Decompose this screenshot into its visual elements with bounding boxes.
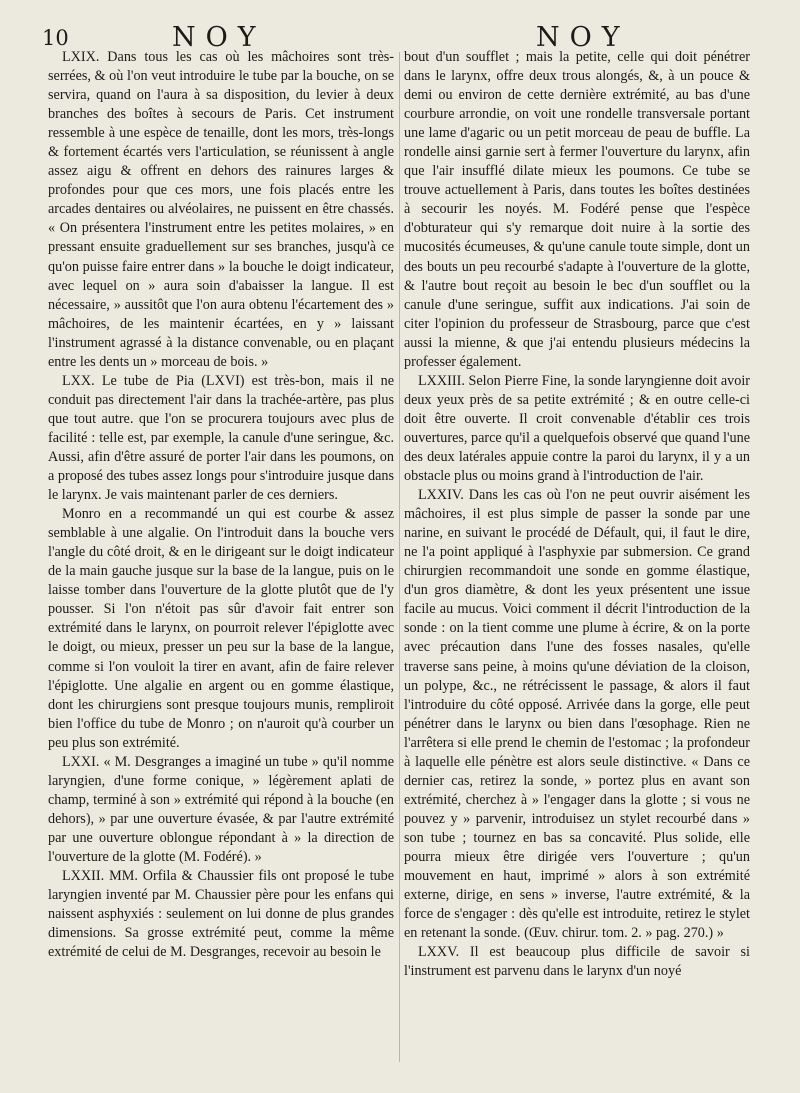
running-head-right: NOY (536, 22, 630, 53)
paragraph-lxx: LXX. Le tube de Pia (LXVI) est très-bon, mais il ne conduit pas directement l'air dans la trachée-artère, pas plus que tout autre. que l'on se procurera toujours avec plus de facilité : telle est, par exemple, la canule d'une seringue, &c. Aussi, afin d'être assuré de porter l'air dans les poumons, on a proposé des tubes assez longs pour s'introduire jusque dans le larynx. Je vais maintenant parler de ces derniers. (48, 372, 394, 504)
paragraph-monro: Monro en a recommandé un qui est courbe & assez semblable à une algalie. On l'introduit dans la bouche vers l'angle du côté droit, & en le dirigeant sur le doigt indicateur de la main gauche jusque sur la base de la langue, puis on le laisse tomber dans l'ouverture de la glotte plutôt que de l'y pousser. Si l'on n'étoit pas sûr d'avoir fait entrer son extrémité dans le larynx, on pourroit relever l'épiglotte avec le doigt, ou mieux, presser un peu sur la base de la langue, comme si l'on vouloit la tirer en avant, afin de faire relever l'épiglotte. Une algalie en argent ou en gomme élastique, dont les chirurgiens sont presque toujours munis, rempliroit bien l'office du tube de Monro ; on n'auroit qu'à courber un peu plus son extrémité. (48, 506, 394, 751)
running-head-left: NOY (172, 22, 266, 53)
paragraph-lxxi: LXXI. « M. Desgranges a imaginé un tube » qu'il nomme laryngien, d'une forme conique, » légèrement aplati de champ, terminé à son » extrémité qui répond à la bouche (en dehors), » par une ouverture évasée, & par l'autre extrémité par une ouverture oblongue répondant à » la direction de l'ouverture de la glotte (M. Fodéré). » (48, 753, 394, 865)
page-number: 10 (42, 26, 69, 50)
paragraph-lxix: LXIX. Dans tous les cas où les mâchoires sont très-serrées, & où l'on veut introduire le tube par la bouche, on se servira, quand on l'aura à sa disposition, du levier à deux branches des boîtes à secours de Paris. Cet instrument ressemble à une espèce de tenaille, dont les mors, très-longs & fortement écartés vers l'articulation, se réunissent à angle assez aigu & offrent en dehors des rainures larges & profondes pour que ces mors, une fois placés entre les arcades dentaires ou alvéolaires, ne puissent en être chassés. « On présentera l'instrument entre les petites molaires, » en pressant ensuite graduellement sur ses branches, jusqu'à ce qu'on puisse faire entrer dans » la bouche le doigt indicateur, avec lequel on » aura soin d'abaisser la langue. Il est nécessaire, » aussitôt que l'on aura obtenu l'écartement des » mâchoires, de les maintenir écartées, en y » laissant l'instrument agrassé à la distance convenable, ou en plaçant entre les dents un » morceau de bois. » (48, 49, 394, 370)
paragraph-lxxv: LXXV. Il est beaucoup plus difficile de savoir si l'instrument est parvenu dans le larynx d'un noyé (404, 944, 750, 980)
left-column (48, 48, 394, 962)
paragraph-lxxiv: LXXIV. Dans les cas où l'on ne peut ouvrir aisément les mâchoires, il est plus simple de passer la sonde par une narine, en suivant le procédé de Défault, qui, il faut le dire, ne l'a point appliqué à l'asphyxie par submersion. Ce grand chirurgien recommandoit une sonde en gomme élastique, d'un gros diamètre, & dont les yeux présentent une issue facile au mucus. Voici comment il décrit l'introduction de la sonde : on la tient comme une plume à écrire, & on la porte avec précaution dans l'une des fosses nasales, qu'elle traverse sans peine, à moins qu'une déviation de la cloison, un polype, &c., ne rétrécissent le passage, & alors il faut l'introduire du côté opposé. Arrivée dans la gorge, elle peut pénétrer dans le larynx ou bien dans l'œsophage. Rien ne l'arrêtera si elle prend le chemin de l'estomac ; la profondeur à laquelle elle pénètre est alors seule distinctive. « Dans ce dernier cas, retirez la sonde, » portez plus en avant son extrémité, cherchez à » l'engager dans la glotte ; si vous ne pouvez y » parvenir, introduisez un stylet recourbé dans » son tube ; tournez en bas sa concavité. Plus solide, elle pourra mieux être dirigée vers l'ouverture ; qu'un mouvement en haut, imprimé » alors à son extrémité externe, dirige, en sens » inverse, l'autre extrémité, & la force de s'engager : dès qu'elle est introduite, retirez le stylet en retenant la sonde. (Œuv. chirur. tom. 2. » pag. 270.) » (404, 487, 750, 942)
right-column (404, 48, 750, 981)
column-divider (399, 52, 400, 1062)
paragraph-lxxii: LXXII. MM. Orfila & Chaussier fils ont proposé le tube laryngien inventé par M. Chaussier père pour les enfans qui naissent asphyxiés : seulement on lui donne de plus grandes dimensions. Sa grosse extrémité peut, comme la même extrémité de celui de M. Desgranges, recevoir au besoin le (48, 868, 394, 961)
paragraph-lxxii-continued: bout d'un soufflet ; mais la petite, celle qui doit pénétrer dans le larynx, offre deux trous alongés, &, à un pouce & demi ou environ de cette dernière extrémité, au bas d'une courbure arrondie, on voit une rondelle transversale portant une lame d'agaric ou un petit morceau de peau de buffle. La rondelle ainsi garnie sert à fermer l'ouverture du larynx, afin que l'air insufflé dilate mieux les poumons. Ce tube se trouve actuellement à Paris, dans toutes les boîtes destinées à secourir les noyés. M. Fodéré pense que l'espèce d'obturateur qui s'y remarque doit nuire à la sortie des mucosités écumeuses, & qu'une canule toute simple, dont un des bouts un peu recourbé s'adapte à l'ouverture de la glotte, & l'autre bout reçoit au besoin le bec d'un soufflet ou la canule d'une seringue, suffit aux indications. J'ai soin de citer l'opinion du professeur de Strasbourg, parce que c'est aussi la mienne, & que j'ai entendu plusieurs médecins la professer également. (404, 49, 750, 370)
paragraph-lxxiii: LXXIII. Selon Pierre Fine, la sonde laryngienne doit avoir deux yeux près de sa petite extrémité ; & en outre celle-ci doit être ouverte. Il croit convenable d'établir ces trois ouvertures, parce qu'il a quelquefois observé que quand l'une des deux latérales appuie contre la paroi du larynx, il y a un obstacle plus ou moins grand à l'introduction de l'air. (404, 372, 750, 485)
